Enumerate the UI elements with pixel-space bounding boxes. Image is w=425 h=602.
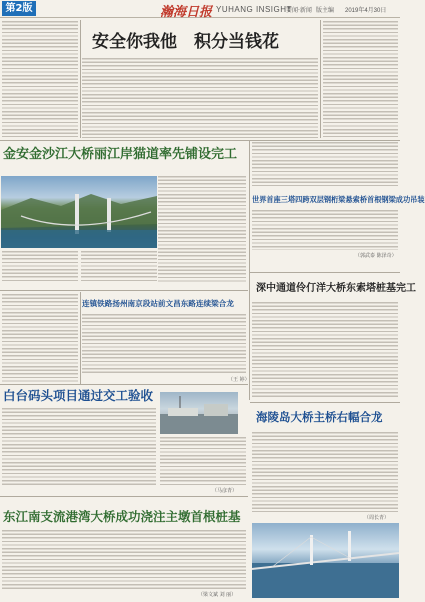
haicang-article-body (252, 432, 398, 512)
dongjiang-headline: 东江南支流港湾大桥成功浇注主墩首根桩基 (3, 509, 241, 524)
baitai-article-body (2, 408, 156, 486)
jinsha-headline: 金安金沙江大桥丽江岸猫道率先铺设完工 (3, 147, 238, 162)
article-body-right-upper (252, 142, 398, 186)
sea-bridge-illustration (252, 523, 399, 598)
yangzhou-headline: 连镇铁路扬州南京段站前文昌东路连续梁合龙 (82, 299, 234, 308)
bridge-valley-illustration (1, 176, 157, 248)
article-body-top-right (323, 21, 398, 137)
slogan-article-body (82, 58, 318, 138)
lizhi-headline: 世界首座三塔四跨双层钢桁梁悬索桥首根钢梁成功吊装 (252, 195, 425, 204)
section-rule (0, 496, 248, 497)
baitai-article-body-right (160, 437, 246, 485)
article-body-left-middle (2, 294, 78, 382)
section-rule (0, 384, 248, 385)
newspaper-logo: 瀚海日报 (160, 5, 213, 20)
section-rule (250, 272, 400, 273)
column-divider (320, 20, 321, 138)
yangzhou-article-body (82, 314, 246, 374)
baitai-author: （马彦青） (212, 488, 238, 494)
column-divider (80, 20, 81, 138)
baitai-headline: 白台码头项目通过交工验收 (3, 388, 154, 403)
newspaper-name: YUHANG INSIGHT (216, 5, 292, 14)
port-terminal-photo (160, 392, 238, 434)
sea-bridge-photo (252, 523, 399, 598)
yangzhou-author: （王 婷） (228, 377, 250, 383)
dongjiang-author: （梁文斌 刘 丽） (198, 592, 237, 598)
article-body-top-left (2, 21, 78, 137)
section-name: 要闻·新闻 (286, 7, 312, 14)
section-rule (250, 402, 400, 403)
jinsha-article-body-mid (81, 251, 157, 281)
haicang-headline: 海陵岛大桥主桥右幅合龙 (256, 410, 383, 424)
bridge-valley-photo (1, 176, 157, 248)
port-terminal-illustration (160, 392, 238, 434)
page-number-badge: 第2版 (2, 1, 36, 16)
shenzhong-article-body (252, 302, 398, 398)
issue-date: 2019年4月30日 (345, 8, 387, 14)
dongjiang-article-body (2, 530, 246, 590)
shenzhong-headline: 深中通道伶仃洋大桥东索塔桩基完工 (256, 283, 416, 294)
section-rule (0, 290, 248, 291)
jinsha-article-body (158, 176, 246, 284)
lizhi-author: （郭武泰 陈泽奇） (355, 253, 397, 259)
slogan-headline: 安全你我他 积分当钱花 (92, 32, 279, 52)
column-divider (80, 292, 81, 384)
lizhi-article-body (252, 210, 398, 250)
column-divider (249, 140, 250, 400)
section-rule (0, 140, 400, 141)
editor-label: 版主编 (316, 7, 335, 14)
jinsha-article-body-left (2, 251, 78, 281)
haicang-author: （周长青） (364, 515, 390, 521)
